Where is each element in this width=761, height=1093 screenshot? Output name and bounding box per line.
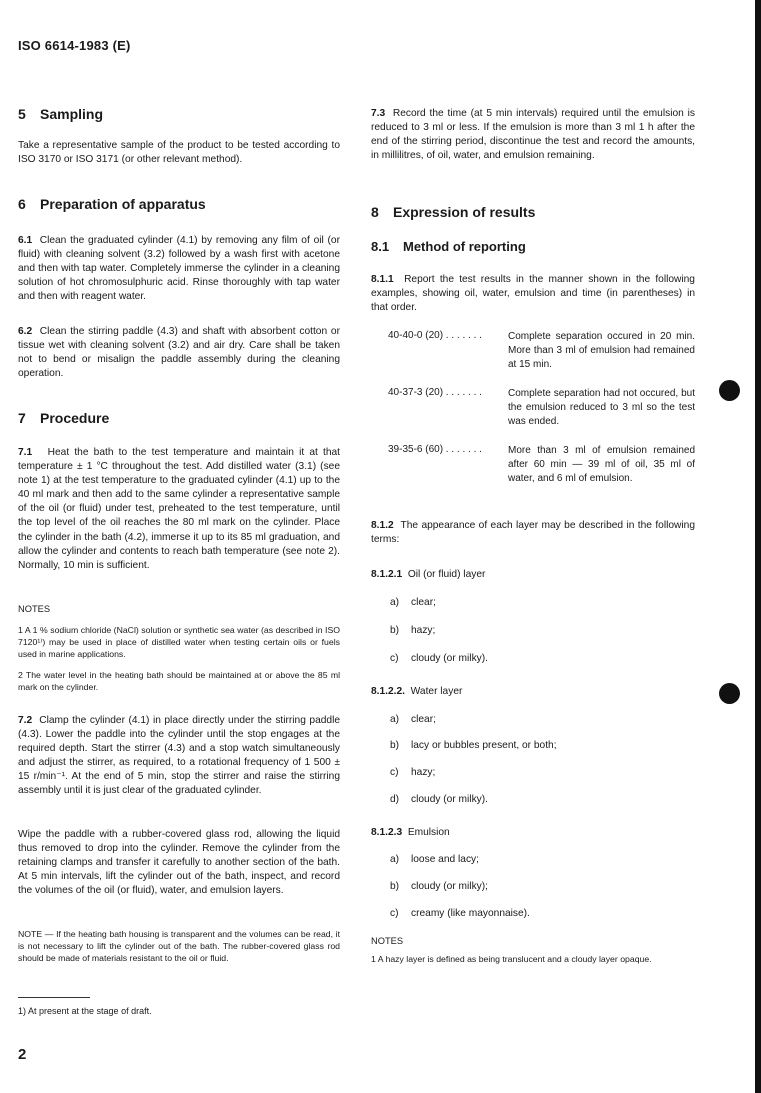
punch-hole-icon — [719, 380, 740, 401]
example-3 — [371, 444, 695, 500]
example-1 — [371, 330, 695, 372]
clause-7-2-continued: Wipe the paddle with a rubber-covered glass rod, allowing the liquid thus removed to drop into the cylinder. Remove the cylinder from the retaining clamps and transfer it carefully to another section of the bath. At 5 min intervals, lift the cylinder out of the bath, inspect, and record the volumes of the oil (or fluid), water, and emulsion layers. — [18, 829, 340, 897]
example-description: Complete separation occured in 20 min. More than 3 ml of emulsion had remained at 15 min. — [508, 331, 695, 370]
clause-7-3: 7.3 Record the time (at 5 min intervals) required until the emulsion is reduced to 3 ml or less. If the emulsion is more than 3 ml 1 h after the end of the stirring period, discontinue the test and record the amounts, in millilitres, of oil, water, and emulsion remaining. — [371, 108, 695, 162]
clause-8-1-2: 8.1.2 The appearance of each layer may be described in the following terms: — [371, 520, 695, 546]
scan-edge — [755, 0, 761, 1093]
list-item: d) cloudy (or milky). — [390, 794, 488, 805]
clause-6-1: 6.1 Clean the graduated cylinder (4.1) by removing any film of oil (or fluid) with cleaning solvent (3.2) followed by a wash first with acetone and then with tap water. Completely immerse the cylinder in a cleaning solution of hot chromosulphuric acid. Rinse thoroughly with tap water and then with reagent water. — [18, 235, 340, 303]
list-item: b) cloudy (or milky); — [390, 881, 488, 892]
section-5-text: Take a representative sample of the product to be tested according to ISO 3170 or ISO 3171 (or other relevant method). — [18, 140, 340, 166]
list-item: c) cloudy (or milky). — [390, 653, 488, 664]
page-number: 2 — [18, 1046, 27, 1063]
list-item: b) lacy or bubbles present, or both; — [390, 740, 557, 751]
example-description: Complete separation had not occured, but the emulsion reduced to 3 ml so the test was ended. — [508, 388, 695, 427]
clause-6-2: 6.2 Clean the stirring paddle (4.3) and shaft with absorbent cotton or tissue wet with cleaning solvent (3.2) and air dry. Care shall be taken not to bend or misalign the paddle assembly during the cleaning operation. — [18, 326, 340, 380]
footnote: 1) At present at the stage of draft. — [18, 1006, 152, 1016]
list-item: c) hazy; — [390, 767, 436, 778]
note-hazy-layer: 1 A hazy layer is defined as being translucent and a cloudy layer opaque. — [371, 954, 652, 964]
subclause-8-1-2-1-heading: 8.1.2.1 Oil (or fluid) layer — [371, 569, 486, 580]
subclause-8-1-2-2-heading: 8.1.2.2. Water layer — [371, 686, 463, 697]
example-code: 40-37-3 (20) . . . . . . . — [388, 387, 482, 398]
list-item: c) creamy (like mayonnaise). — [390, 908, 530, 919]
list-item: b) hazy; — [390, 625, 436, 636]
note-1: 1 A 1 % sodium chloride (NaCl) solution or synthetic sea water (as described in ISO 7120¹⁾) may be used in place of distilled water when testing certain oils or fuels used in marine applications. — [18, 625, 340, 659]
section-8-1-heading: 8.1 Method of reporting — [371, 239, 526, 254]
notes-heading: NOTES — [371, 936, 404, 946]
clause-8-1-1: 8.1.1 Report the test results in the manner shown in the following examples, showing oil, water, emulsion and time (in parentheses) in that order. — [371, 274, 695, 314]
punch-hole-icon — [719, 683, 740, 704]
example-code: 40-40-0 (20) . . . . . . . — [388, 330, 482, 341]
clause-7-1: 7.1 Heat the bath to the test temperature and maintain it at that temperature ± 1 °C throughout the test. Add distilled water (3.1) (see note 1) at the test temperature to the graduated cylinder (4.1) up to the 40 ml mark and then add to the same cylinder a representative sample of the oil (or fluid) under test, preheated to the test temperature, until the top level of the oil reaches the 80 ml mark on the cylinder. Place the cylinder in the bath (4.2), immerse it up to its 85 ml graduation, and allow the cylinder and contents to reach bath temperature (see note 2). Normally, 10 min is sufficient. — [18, 447, 340, 571]
section-5-heading: 5 Sampling — [18, 106, 104, 122]
example-code: 39-35-6 (60) . . . . . . . — [388, 444, 482, 455]
list-item: a) clear; — [390, 597, 436, 608]
standard-reference: ISO 6614-1983 (E) — [18, 38, 131, 53]
list-item: a) clear; — [390, 714, 436, 725]
example-2 — [371, 387, 695, 429]
section-7-heading: 7 Procedure — [18, 410, 110, 426]
note-2: 2 The water level in the heating bath should be maintained at or above the 85 ml mark on the cylinder. — [18, 670, 340, 692]
section-6-heading: 6 Preparation of apparatus — [18, 196, 206, 212]
example-description: More than 3 ml of emulsion remained after 60 min — 39 ml of oil, 35 ml of water, and 6 ml of emulsion. — [508, 445, 695, 484]
clause-7-2: 7.2 Clamp the cylinder (4.1) in place directly under the stirring paddle (4.3). Lower the paddle into the cylinder until the stop engages at the required depth. Start the stirrer (4.3) and a stop watch simultaneously and adjust the stirrer, as required, to a rotational frequency of 1 500 ± 15 r/min⁻¹. At the end of 5 min, stop the stirrer and raise the stirring assembly until it is just clear of the graduated cylinder. — [18, 715, 340, 797]
footnote-divider — [18, 997, 90, 998]
note-heating-bath: NOTE — If the heating bath housing is transparent and the volumes can be read, it is not necessary to lift the cylinder out of the bath. The rubber-covered glass rod should be made of materials resistant to the oil or fluid. — [18, 929, 340, 963]
section-8-heading: 8 Expression of results — [371, 204, 536, 220]
list-item: a) loose and lacy; — [390, 854, 479, 865]
subclause-8-1-2-3-heading: 8.1.2.3 Emulsion — [371, 827, 450, 838]
notes-heading: NOTES — [18, 604, 51, 614]
